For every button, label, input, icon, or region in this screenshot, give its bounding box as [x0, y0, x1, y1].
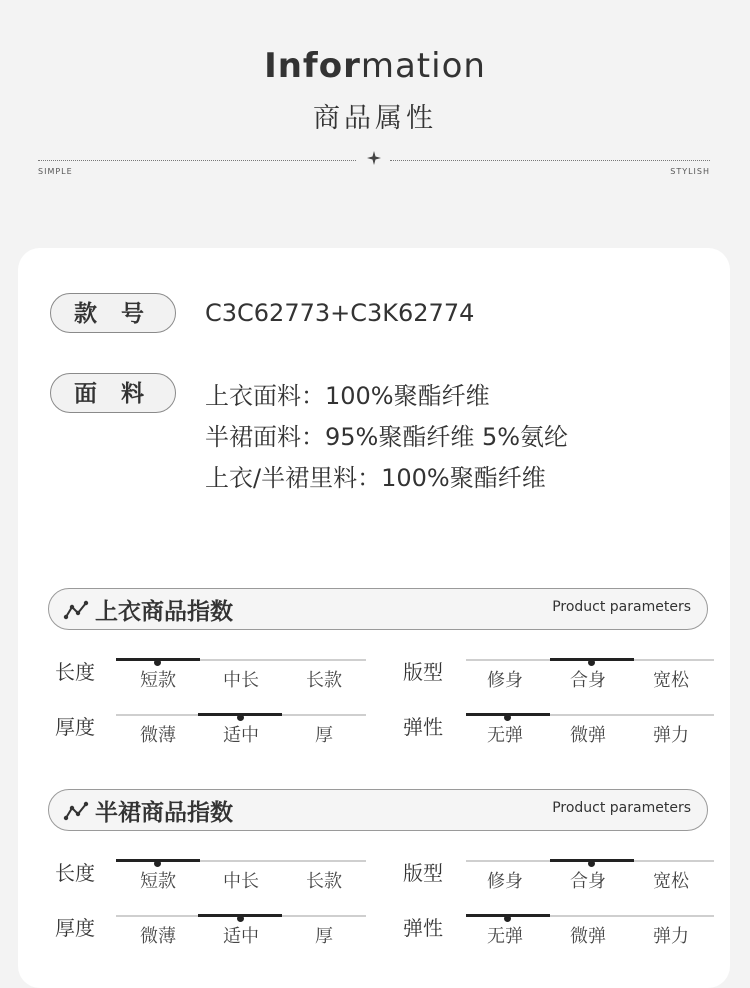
divider-left: [38, 160, 356, 161]
stylish-tag: STYLISH: [670, 167, 710, 176]
param-option: 宽松: [653, 871, 689, 892]
param-option: 无弹: [487, 926, 523, 947]
fabric-line: 上衣/半裙里料：100%聚酯纤维: [205, 464, 546, 492]
page-title: [0, 46, 750, 86]
param-label-length: 长度: [55, 861, 95, 885]
skirt-params-header: [48, 789, 708, 831]
page-subtitle: 商品属性: [313, 103, 437, 134]
param-option: 宽松: [653, 670, 689, 691]
param-label-thickness: 厚度: [55, 715, 95, 739]
fabric-label-pill: 面 料: [50, 373, 176, 413]
param-label-length: 长度: [55, 660, 95, 684]
param-option: 合身: [570, 871, 606, 892]
param-knob: [237, 714, 244, 721]
title-bold-part: Infor: [264, 46, 361, 86]
divider-right: [390, 160, 710, 161]
param-option: 中长: [223, 871, 259, 892]
param-option: 适中: [223, 926, 259, 947]
section-subtitle: Product parameters: [552, 800, 691, 816]
title-rest-part: mation: [360, 46, 486, 86]
param-option: 弹力: [653, 725, 689, 746]
param-option: 长款: [306, 670, 342, 691]
param-option: 长款: [306, 871, 342, 892]
param-option: 微弹: [570, 725, 606, 746]
param-option: 弹力: [653, 926, 689, 947]
trend-line-icon: [63, 599, 89, 621]
section-title: 上衣商品指数: [95, 599, 233, 625]
fabric-line: 半裙面料：95%聚酯纤维 5%氨纶: [205, 423, 569, 451]
param-option: 中长: [223, 670, 259, 691]
param-knob: [504, 714, 511, 721]
top-params-header: [48, 588, 708, 630]
param-option: 短款: [140, 871, 176, 892]
param-label-fit: 版型: [403, 861, 443, 885]
param-option: 修身: [487, 871, 523, 892]
code-label-pill: 款 号: [50, 293, 176, 333]
param-label-elasticity: 弹性: [403, 916, 443, 940]
param-option: 适中: [223, 725, 259, 746]
param-knob: [154, 860, 161, 867]
param-option: 微薄: [140, 926, 176, 947]
cross-ornament-icon: [364, 150, 384, 170]
param-knob: [504, 915, 511, 922]
section-title: 半裙商品指数: [95, 800, 233, 826]
param-label-fit: 版型: [403, 660, 443, 684]
param-option: 修身: [487, 670, 523, 691]
param-option: 微薄: [140, 725, 176, 746]
param-knob: [588, 860, 595, 867]
param-option: 厚: [315, 725, 333, 746]
param-option: 微弹: [570, 926, 606, 947]
param-option: 无弹: [487, 725, 523, 746]
fabric-line: 上衣面料：100%聚酯纤维: [205, 382, 490, 410]
param-knob: [237, 915, 244, 922]
simple-tag: SIMPLE: [38, 167, 73, 176]
param-option: 短款: [140, 670, 176, 691]
section-subtitle: Product parameters: [552, 599, 691, 615]
param-knob: [588, 659, 595, 666]
param-label-thickness: 厚度: [55, 916, 95, 940]
code-value: C3C62773+C3K62774: [205, 299, 475, 327]
trend-line-icon: [63, 800, 89, 822]
param-knob: [154, 659, 161, 666]
param-option: 合身: [570, 670, 606, 691]
param-label-elasticity: 弹性: [403, 715, 443, 739]
param-option: 厚: [315, 926, 333, 947]
